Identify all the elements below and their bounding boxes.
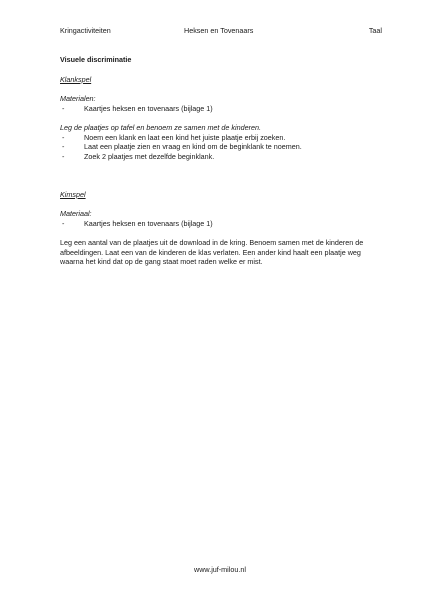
bullet-dash: -	[62, 132, 65, 142]
paragraph-line: Leg een aantal van de plaatjes uit de download in de kring. Benoem samen met de kinderen de	[60, 237, 364, 247]
materials-list	[60, 219, 382, 229]
instruction-paragraph	[60, 238, 382, 267]
list-item-text: Laat een plaatje zien en vraag en kind om de beginklank te noemen.	[84, 142, 302, 152]
section-heading-kimspel: Kimspel	[60, 189, 86, 199]
list-item-text: Zoek 2 plaatjes met dezelfde beginklank.	[84, 152, 215, 162]
instruction-text: Leg de plaatjes op tafel en benoem ze samen met de kinderen.	[60, 122, 261, 132]
bullet-dash: -	[62, 152, 65, 162]
header-right: Taal	[368, 26, 382, 35]
page-header	[60, 26, 382, 36]
document-body	[60, 55, 382, 267]
paragraph-line: afbeeldingen. Laat een van de kinderen de klas verlaten. Een ander kind haalt een plaatje weg	[60, 247, 361, 257]
bullet-dash: -	[62, 142, 65, 152]
list-item-text: Kaartjes heksen en tovenaars (bijlage 1)	[84, 219, 213, 229]
bullet-dash: -	[62, 219, 65, 229]
list-item	[60, 219, 382, 229]
list-item	[60, 104, 382, 114]
document-title: Visuele discriminatie	[60, 55, 132, 64]
list-item	[60, 133, 382, 143]
page-footer: www.juf-milou.nl	[194, 565, 246, 574]
list-item-text: Kaartjes heksen en tovenaars (bijlage 1)	[84, 104, 213, 114]
materials-label: Materialen:	[60, 94, 96, 104]
materials-label: Materiaal:	[60, 209, 92, 219]
list-item	[60, 142, 382, 152]
steps-list	[60, 133, 382, 162]
section-heading-klankspel: Klankspel	[60, 74, 92, 84]
header-center: Heksen en Tovenaars	[184, 26, 254, 35]
list-item-text: Noem een klank en laat een kind het juiste plaatje erbij zoeken.	[84, 132, 286, 142]
bullet-dash: -	[62, 104, 65, 114]
materials-list	[60, 104, 382, 114]
header-left: Kringactiviteiten	[60, 26, 111, 35]
paragraph-line: waarna het kind dat op de gang staat moet raden welke er mist.	[60, 257, 263, 267]
list-item	[60, 152, 382, 162]
